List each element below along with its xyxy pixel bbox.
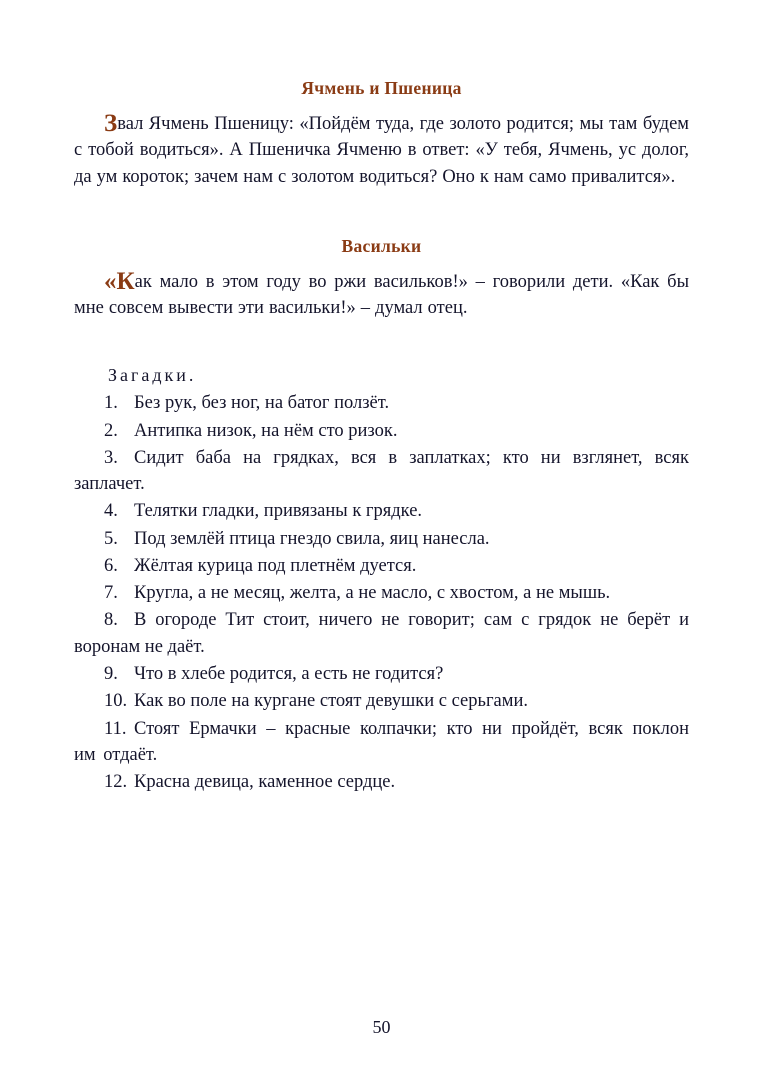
riddle-text: Антипка низок, на нём сто ризок. — [134, 420, 398, 441]
riddle-text: Как во поле на кургане стоят девушки с серьгами. — [134, 691, 528, 712]
list-item — [74, 607, 689, 660]
riddle-text: Без рук, без ног, на батог ползёт. — [134, 393, 390, 414]
riddle-text: Красна девица, каменное сердце. — [134, 772, 396, 793]
dropcap-2: «К — [104, 267, 135, 295]
riddle-number: 5. — [104, 528, 118, 549]
riddle-text: Кругла, а не месяц, желта, а не масло, с хвостом, а не мышь. — [134, 583, 611, 604]
riddle-number: 3. — [104, 447, 118, 468]
riddle-text: Сидит баба на грядках, вся в заплатках; кто ни взглянет, всяк заплачет. — [74, 447, 689, 495]
list-item — [74, 769, 689, 795]
riddle-number: 10. — [104, 691, 128, 712]
section-riddles — [74, 365, 689, 795]
section-body-2-text: ак мало в этом году во ржи васильков!» – говорили дети. «Как бы мне совсем вывести эти васильки!» – думал отец. — [74, 271, 689, 319]
riddle-number: 11. — [104, 718, 127, 739]
list-item — [74, 661, 689, 687]
section-body-1-text: вал Ячмень Пшеницу: «Пойдём туда, где золото родится; мы там будем с тобой водиться». А Пшеничка Ячменю в ответ: «У тебя, Ячмень, ус долог, да ум короток; зачем нам с золотом водиться? Оно к нам само привалится». — [74, 114, 689, 187]
section-body-2 — [74, 269, 689, 322]
riddle-number: 12. — [104, 772, 128, 793]
section-yachmen-i-pshenitsa — [74, 78, 689, 190]
spacer-2 — [74, 321, 689, 365]
spacer-1 — [74, 190, 689, 236]
list-item — [74, 418, 689, 444]
riddle-text: Жёлтая курица под плетнём дуется. — [134, 555, 417, 576]
riddle-text: Стоят Ермачки – красные колпачки; кто ни пройдёт, всяк поклон им отдаёт. — [74, 718, 689, 765]
riddle-number: 4. — [104, 501, 118, 522]
riddle-number: 8. — [104, 610, 118, 631]
riddle-number: 1. — [104, 393, 118, 414]
list-item — [74, 688, 689, 714]
list-item — [74, 580, 689, 606]
section-title-1: Ячмень и Пшеница — [301, 78, 462, 98]
list-item — [74, 445, 689, 498]
riddles-list — [74, 390, 689, 795]
riddle-text: В огороде Тит стоит, ничего не говорит; сам с грядок не берёт и воронам не даёт. — [74, 610, 689, 657]
list-item — [74, 498, 689, 524]
riddle-text: Что в хлебе родится, а есть не годится? — [134, 663, 444, 684]
page-number: 50 — [372, 1017, 391, 1037]
section-title-2: Васильки — [341, 235, 422, 256]
riddle-number: 7. — [104, 583, 118, 604]
section-body-1 — [74, 111, 689, 190]
riddle-text: Под землёй птица гнездо свила, яиц нанесла. — [134, 528, 490, 549]
riddle-number: 9. — [104, 663, 118, 684]
list-item — [74, 553, 689, 579]
riddle-text: Телятки гладки, привязаны к грядке. — [134, 501, 423, 522]
dropcap-1: З — [104, 110, 118, 137]
section-vasilki — [74, 236, 689, 322]
list-item — [74, 526, 689, 552]
list-item — [74, 716, 689, 769]
riddles-heading: Загадки. — [108, 365, 197, 386]
list-item — [74, 390, 689, 416]
riddle-number: 6. — [104, 555, 118, 576]
riddle-number: 2. — [104, 420, 118, 441]
